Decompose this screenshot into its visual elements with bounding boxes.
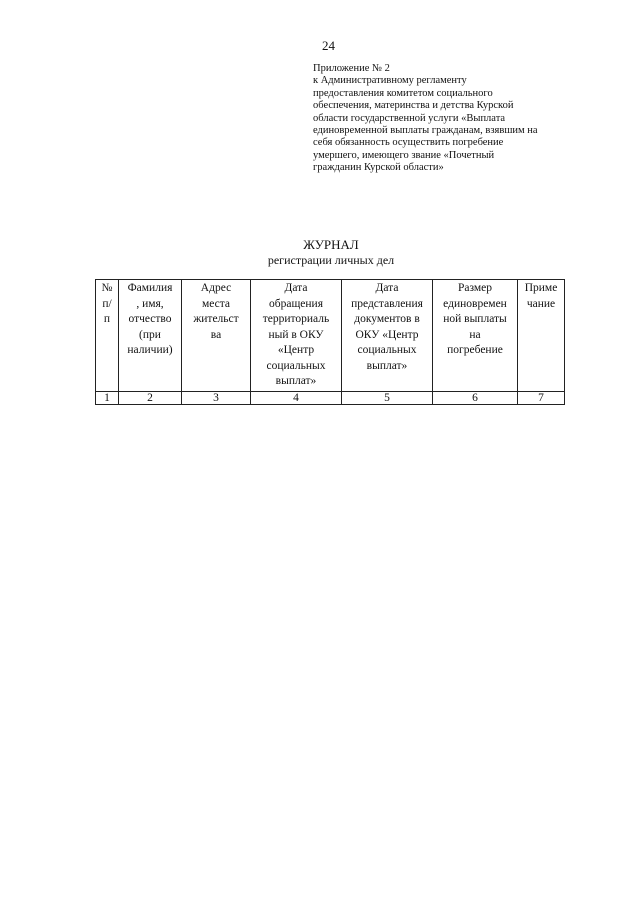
header-cell-notes: Приме чание xyxy=(518,280,565,392)
column-number: 2 xyxy=(119,391,182,404)
table-column-numbers-row xyxy=(96,391,565,404)
title-sub: регистрации личных дел xyxy=(267,253,395,267)
title-main: ЖУРНАЛ xyxy=(303,237,359,252)
header-cell-payment-amount: Размер единовремен ной выплаты на погребение xyxy=(433,280,518,392)
document-title xyxy=(0,237,640,268)
registry-table xyxy=(95,279,565,405)
column-number: 6 xyxy=(433,391,518,404)
appendix-line: единовременной выплаты гражданам, взявшим на xyxy=(313,125,538,137)
appendix-line: к Административному регламенту xyxy=(313,75,467,87)
header-cell-documents-date: Дата представления документов в ОКУ «Центр социальных выплат» xyxy=(342,280,433,392)
header-cell-application-date: Дата обращения территориаль ный в ОКУ «Центр социальных выплат» xyxy=(251,280,342,392)
appendix-line: обеспечения, материнства и детства Курской xyxy=(313,100,514,112)
appendix-line: Приложение № 2 xyxy=(313,63,390,74)
header-cell-number: № п/ п xyxy=(96,280,119,392)
column-number: 3 xyxy=(182,391,251,404)
page-number: 24 xyxy=(322,38,335,53)
header-cell-full-name: Фамилия , имя, отчество (при наличии) xyxy=(119,280,182,392)
appendix-line: умершего, имеющего звание «Почетный xyxy=(313,149,495,161)
column-number: 5 xyxy=(342,391,433,404)
column-number: 4 xyxy=(251,391,342,404)
header-cell-address: Адрес места жительст ва xyxy=(182,280,251,392)
column-number: 1 xyxy=(96,391,119,404)
appendix-line: предоставления комитетом социального xyxy=(313,87,493,99)
column-number: 7 xyxy=(518,391,565,404)
table-header-row xyxy=(96,280,565,392)
appendix-line: себя обязанность осуществить погребение xyxy=(313,137,504,149)
appendix-note xyxy=(313,63,553,175)
appendix-line: гражданин Курской области» xyxy=(313,162,444,174)
appendix-line: области государственной услуги «Выплата xyxy=(313,112,506,124)
